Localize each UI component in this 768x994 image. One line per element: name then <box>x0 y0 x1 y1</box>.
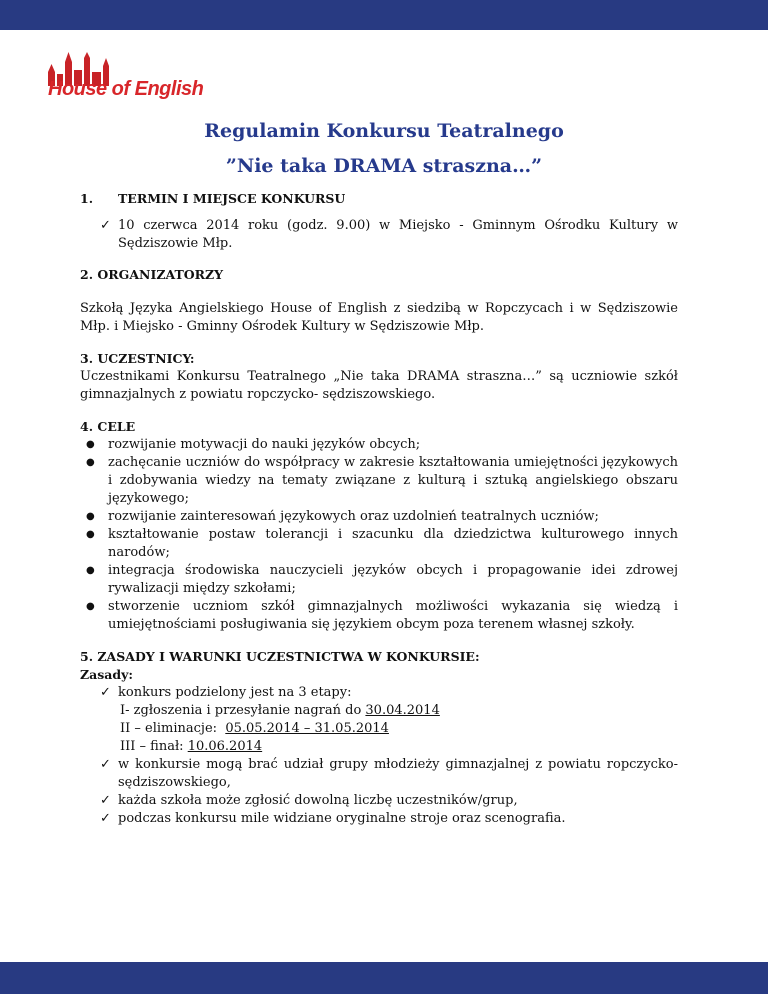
list-item <box>86 454 678 508</box>
list-item <box>86 526 678 562</box>
logo-text: House of English <box>48 78 204 100</box>
bullet-icon: ● <box>86 439 95 450</box>
stage-date: 30.04.2014 <box>365 703 440 718</box>
page-title: Regulamin Konkursu Teatralnego <box>204 120 564 142</box>
bullet-icon: ● <box>86 565 95 576</box>
checkmark-icon: ✓ <box>100 685 111 700</box>
rule-text: konkurs podzielony jest na 3 etapy: <box>118 685 352 700</box>
checkmark-icon: ✓ <box>100 218 111 233</box>
stage-label: I- zgłoszenia i przesyłanie nagrań do <box>120 703 366 718</box>
list-item <box>100 810 678 828</box>
checkmark-icon: ✓ <box>100 757 111 772</box>
section-1-title: TERMIN I MIEJSCE KONKURSU <box>118 191 346 206</box>
section-1-number: 1. <box>80 191 94 206</box>
list-item <box>100 792 678 810</box>
checkmark-icon: ✓ <box>100 793 111 808</box>
stage-2 <box>80 720 678 738</box>
stage-date: 05.05.2014 – 31.05.2014 <box>225 721 389 736</box>
section-4-heading: 4. CELE <box>80 419 136 434</box>
goal-text: integracja środowiska nauczycieli języków obcych i propagowanie idei zdrowej rywalizacji między szkołami; <box>108 563 678 596</box>
house-of-english-logo <box>46 52 204 108</box>
bullet-icon: ● <box>86 457 95 468</box>
list-item <box>86 562 678 598</box>
section-3-text: Uczestnikami Konkursu Teatralnego „Nie taka DRAMA straszna…” są uczniowie szkół gimnazjalnych z powiatu ropczycko- sędziszowskiego. <box>80 369 678 402</box>
section-1-heading <box>80 190 678 208</box>
checkmark-icon: ✓ <box>100 811 111 826</box>
goal-text: zachęcanie uczniów do współpracy w zakresie kształtowania umiejętności językowych i zdobywania wiedzy na tematy związane z kulturą i sztuką angielskiego obszaru językowego; <box>108 455 678 506</box>
bullet-icon: ● <box>86 529 95 540</box>
page-subtitle: ”Nie taka DRAMA straszna…” <box>225 155 543 177</box>
rule-text: w konkursie mogą brać udział grupy młodzieży gimnazjalnej z powiatu ropczycko- sędziszowskiego, <box>118 757 678 790</box>
bullet-icon: ● <box>86 601 95 612</box>
rule-text: każda szkoła może zgłosić dowolną liczbę uczestników/grup, <box>118 793 518 808</box>
footer-bar <box>0 962 768 994</box>
header-bar <box>0 0 768 30</box>
stage-1 <box>80 702 678 720</box>
list-item <box>100 217 678 253</box>
stage-3 <box>80 738 678 756</box>
section-5-subheading: Zasady: <box>80 667 133 682</box>
list-item <box>86 508 678 526</box>
rule-text: podczas konkursu mile widziane oryginalne stroje oraz scenografia. <box>118 811 566 826</box>
stage-label: III – finał: <box>120 739 188 754</box>
list-item <box>86 598 678 634</box>
goal-text: rozwijanie motywacji do nauki języków obcych; <box>108 437 421 452</box>
list-item <box>100 756 678 792</box>
document-body <box>80 190 678 828</box>
section-5-heading: 5. ZASADY I WARUNKI UCZESTNICTWA W KONKURSIE: <box>80 649 480 664</box>
stage-label: II – eliminacje: <box>120 721 226 736</box>
goal-text: kształtowanie postaw tolerancji i szacunku dla dziedzictwa kulturowego innych narodów; <box>108 527 678 560</box>
section-2-heading: 2. ORGANIZATORZY <box>80 267 224 282</box>
bullet-icon: ● <box>86 511 95 522</box>
list-item <box>86 436 678 454</box>
stage-date: 10.06.2014 <box>187 739 263 754</box>
section-2-text: Szkołą Języka Angielskiego House of English z siedzibą w Ropczycach i w Sędziszowie Młp. i Miejsko - Gminny Ośrodek Kultury w Sędziszowie Młp. <box>80 301 678 334</box>
section-3-heading: 3. UCZESTNICY: <box>80 351 195 366</box>
goal-text: stworzenie uczniom szkół gimnazjalnych możliwości wykazania się wiedzą i umiejętnościami posługiwania się językiem obcym poza terenem własnej szkoły. <box>108 599 678 632</box>
list-item <box>100 684 678 702</box>
goal-text: rozwijanie zainteresowań językowych oraz uzdolnień teatralnych uczniów; <box>108 509 599 524</box>
section-1-item: 10 czerwca 2014 roku (godz. 9.00) w Miejsko - Gminnym Ośrodku Kultury w Sędziszowie Młp. <box>118 218 678 251</box>
